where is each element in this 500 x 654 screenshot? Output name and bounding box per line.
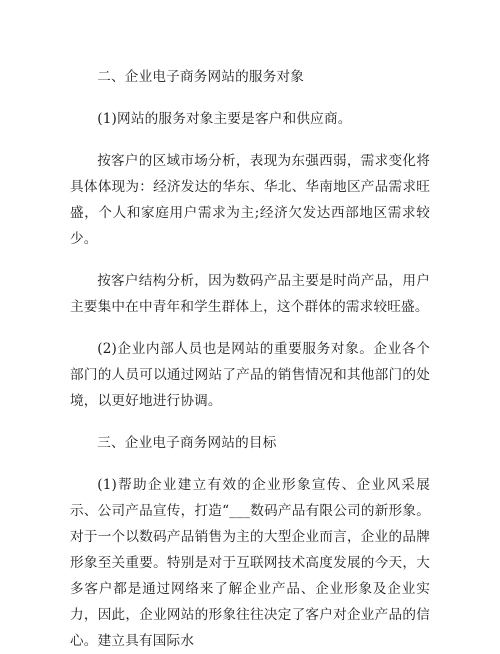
paragraph-customer-structure: 按客户结构分析，因为数码产品主要是时尚产品，用户主要集中在中青年和学生群体上，这个群体的需求较旺盛。 <box>70 273 430 315</box>
paragraph-brand-image: (1)帮助企业建立有效的企业形象宣传、企业风采展示、公司产品宣传，打造“___数码产品有限公司的新形象。对于一个以数码产品销售为主的大型企业而言，企业的品牌形象至关重要。特别是对于互联网技术高度发展的今天，大多客户都是通过网络来了解企业产品、企业形象及企业实力，因此，企业网站的形象往往决定了客户对企业产品的信心。建立具有国际水 <box>70 477 430 649</box>
paragraph-main-targets: (1)网站的服务对象主要是客户和供应商。 <box>97 111 352 127</box>
section-heading-website-goals: 三、企业电子商务网站的目标 <box>97 435 277 451</box>
paragraph-regional-analysis: 按客户的区域市场分析，表现为东强西弱，需求变化将具体体现为：经济发达的华东、华北、华南地区产品需求旺盛，个人和家庭用户需求为主;经济欠发达西部地区需求较少。 <box>70 153 430 247</box>
paragraph-internal-staff: (2)企业内部人员也是网站的重要服务对象。企业各个部门的人员可以通过网站了产品的销售情况和其他部门的处境，以更好地进行协调。 <box>70 341 430 409</box>
section-heading-service-targets: 二、企业电子商务网站的服务对象 <box>97 69 305 85</box>
